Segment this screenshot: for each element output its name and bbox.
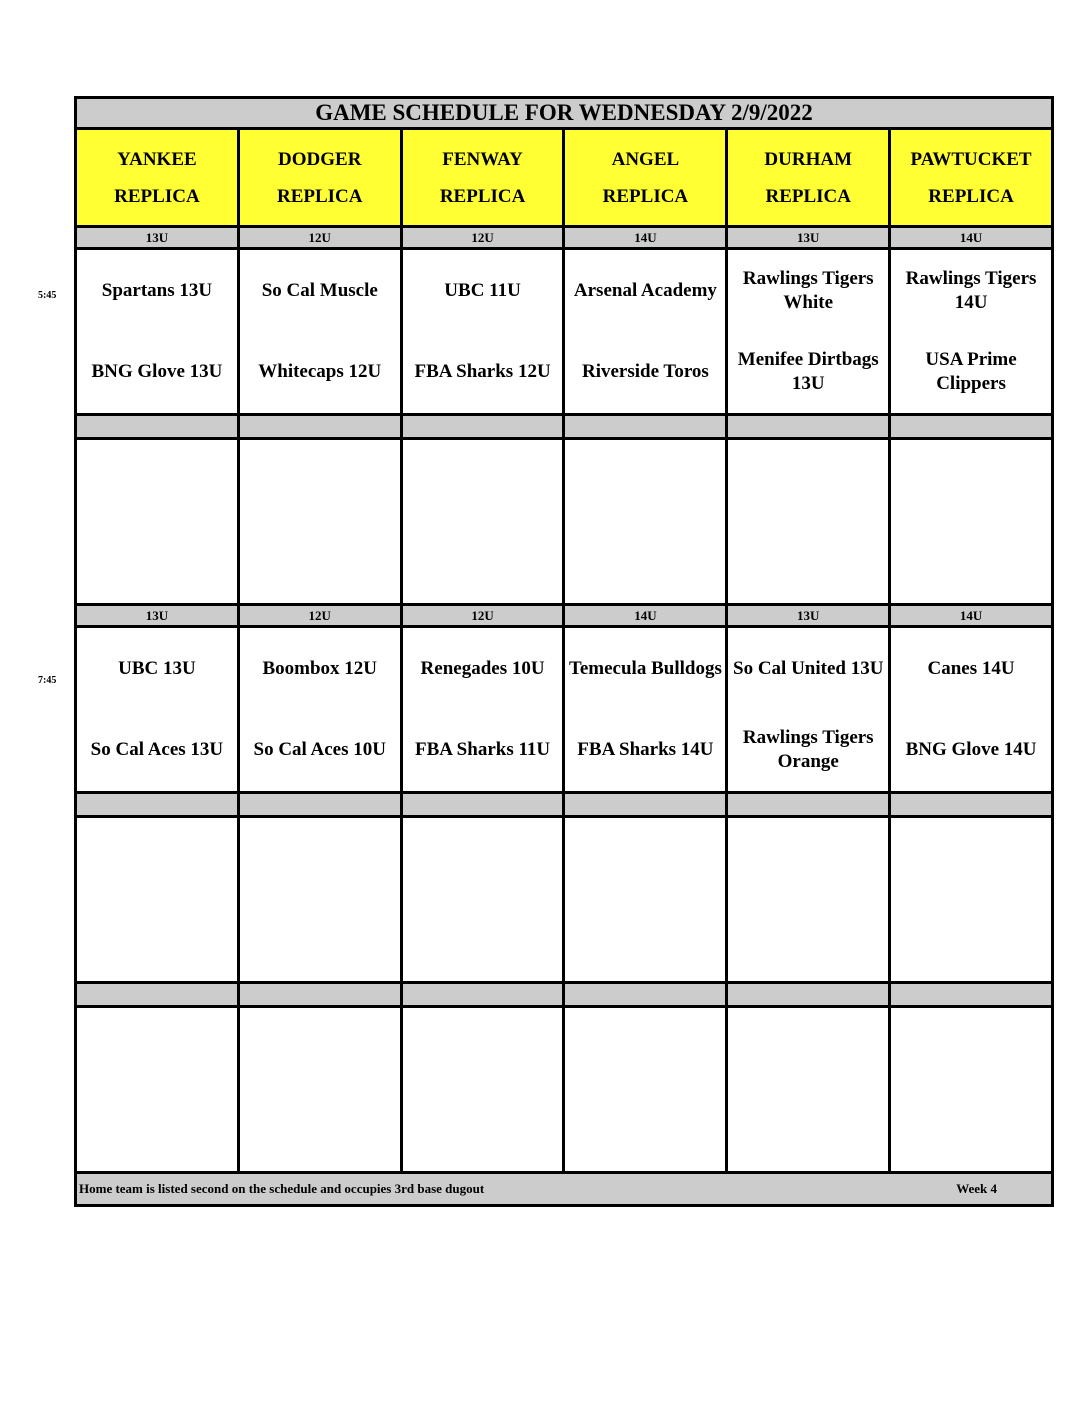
game-cell bbox=[240, 250, 403, 413]
home-team: So Cal Aces 10U bbox=[253, 739, 386, 761]
game-cell bbox=[403, 628, 566, 791]
away-team: Rawlings Tigers White bbox=[742, 267, 874, 313]
away-team: So Cal Muscle bbox=[261, 279, 378, 301]
game-cell bbox=[403, 250, 566, 413]
game-cell bbox=[728, 628, 891, 791]
away-team: UBC 11U bbox=[444, 279, 521, 301]
schedule-footer bbox=[74, 1174, 1054, 1207]
game-cell bbox=[891, 250, 1051, 413]
away-team: So Cal United 13U bbox=[733, 657, 884, 679]
away-team: Renegades 10U bbox=[420, 657, 545, 679]
game-cell bbox=[77, 628, 240, 791]
game-cell bbox=[891, 628, 1051, 791]
blank-age-row bbox=[74, 794, 1054, 818]
field-header-angel bbox=[565, 130, 728, 225]
age-label: 14U bbox=[891, 228, 1051, 247]
field-header-row bbox=[74, 130, 1054, 228]
schedule-sheet bbox=[74, 96, 1054, 1207]
schedule-title: GAME SCHEDULE FOR WEDNESDAY 2/9/2022 bbox=[74, 96, 1054, 130]
game-row-slot-2 bbox=[74, 628, 1054, 794]
game-cell bbox=[77, 250, 240, 413]
away-team: Spartans 13U bbox=[101, 279, 213, 301]
field-header-pawtucket bbox=[891, 130, 1051, 225]
blank-age-row bbox=[74, 984, 1054, 1008]
away-team: Temecula Bulldogs bbox=[568, 657, 722, 679]
field-type: REPLICA bbox=[928, 185, 1014, 207]
home-team: BNG Glove 14U bbox=[905, 739, 1037, 761]
home-team: BNG Glove 13U bbox=[91, 361, 223, 383]
age-label: 14U bbox=[565, 228, 728, 247]
age-label: 13U bbox=[728, 606, 891, 625]
home-team-note: Home team is listed second on the schedule and occupies 3rd base dugout bbox=[79, 1181, 485, 1196]
age-label: 12U bbox=[403, 606, 566, 625]
away-team: Canes 14U bbox=[927, 657, 1015, 679]
home-team: FBA Sharks 11U bbox=[414, 739, 551, 761]
home-team: Rawlings Tigers Orange bbox=[742, 727, 874, 773]
game-cell bbox=[728, 250, 891, 413]
empty-game-row bbox=[74, 1008, 1054, 1174]
field-header-dodger bbox=[240, 130, 403, 225]
week-label: Week 4 bbox=[956, 1181, 997, 1196]
away-team: UBC 13U bbox=[118, 657, 196, 679]
game-row-slot-1 bbox=[74, 250, 1054, 416]
age-row-slot-2 bbox=[74, 606, 1054, 628]
home-team: Riverside Toros bbox=[581, 361, 709, 383]
field-name: DURHAM bbox=[764, 148, 853, 170]
age-row-slot-1 bbox=[74, 228, 1054, 250]
home-team: FBA Sharks 12U bbox=[414, 361, 551, 383]
away-team: Arsenal Academy bbox=[573, 279, 717, 301]
away-team: Rawlings Tigers 14U bbox=[905, 267, 1037, 313]
age-label: 14U bbox=[891, 606, 1051, 625]
home-team: Whitecaps 12U bbox=[258, 361, 382, 383]
game-cell bbox=[565, 250, 728, 413]
time-label-slot-1: 5:45 bbox=[38, 290, 57, 301]
field-type: REPLICA bbox=[276, 185, 363, 207]
field-header-durham bbox=[728, 130, 891, 225]
age-label: 14U bbox=[565, 606, 728, 625]
home-team: USA Prime Clippers bbox=[925, 349, 1017, 395]
age-label: 13U bbox=[77, 228, 240, 247]
home-team: Menifee Dirtbags 13U bbox=[737, 349, 879, 395]
home-team: FBA Sharks 14U bbox=[577, 739, 714, 761]
field-name: YANKEE bbox=[117, 148, 197, 170]
field-header-yankee bbox=[77, 130, 240, 225]
age-label: 12U bbox=[403, 228, 566, 247]
field-name: DODGER bbox=[278, 148, 362, 170]
age-label: 12U bbox=[240, 606, 403, 625]
field-type: REPLICA bbox=[602, 185, 689, 207]
game-cell bbox=[565, 628, 728, 791]
blank-age-row bbox=[74, 416, 1054, 440]
age-label: 13U bbox=[77, 606, 240, 625]
field-name: ANGEL bbox=[611, 148, 680, 170]
time-label-slot-2: 7:45 bbox=[38, 675, 57, 686]
field-name: FENWAY bbox=[442, 148, 523, 170]
field-name: PAWTUCKET bbox=[910, 148, 1032, 170]
game-cell bbox=[240, 628, 403, 791]
age-label: 12U bbox=[240, 228, 403, 247]
home-team: So Cal Aces 13U bbox=[90, 739, 224, 761]
field-type: REPLICA bbox=[439, 185, 526, 207]
empty-game-row bbox=[74, 818, 1054, 984]
field-type: REPLICA bbox=[114, 185, 200, 207]
field-type: REPLICA bbox=[765, 185, 851, 207]
empty-game-row bbox=[74, 440, 1054, 606]
away-team: Boombox 12U bbox=[262, 657, 378, 679]
age-label: 13U bbox=[728, 228, 891, 247]
field-header-fenway bbox=[403, 130, 566, 225]
